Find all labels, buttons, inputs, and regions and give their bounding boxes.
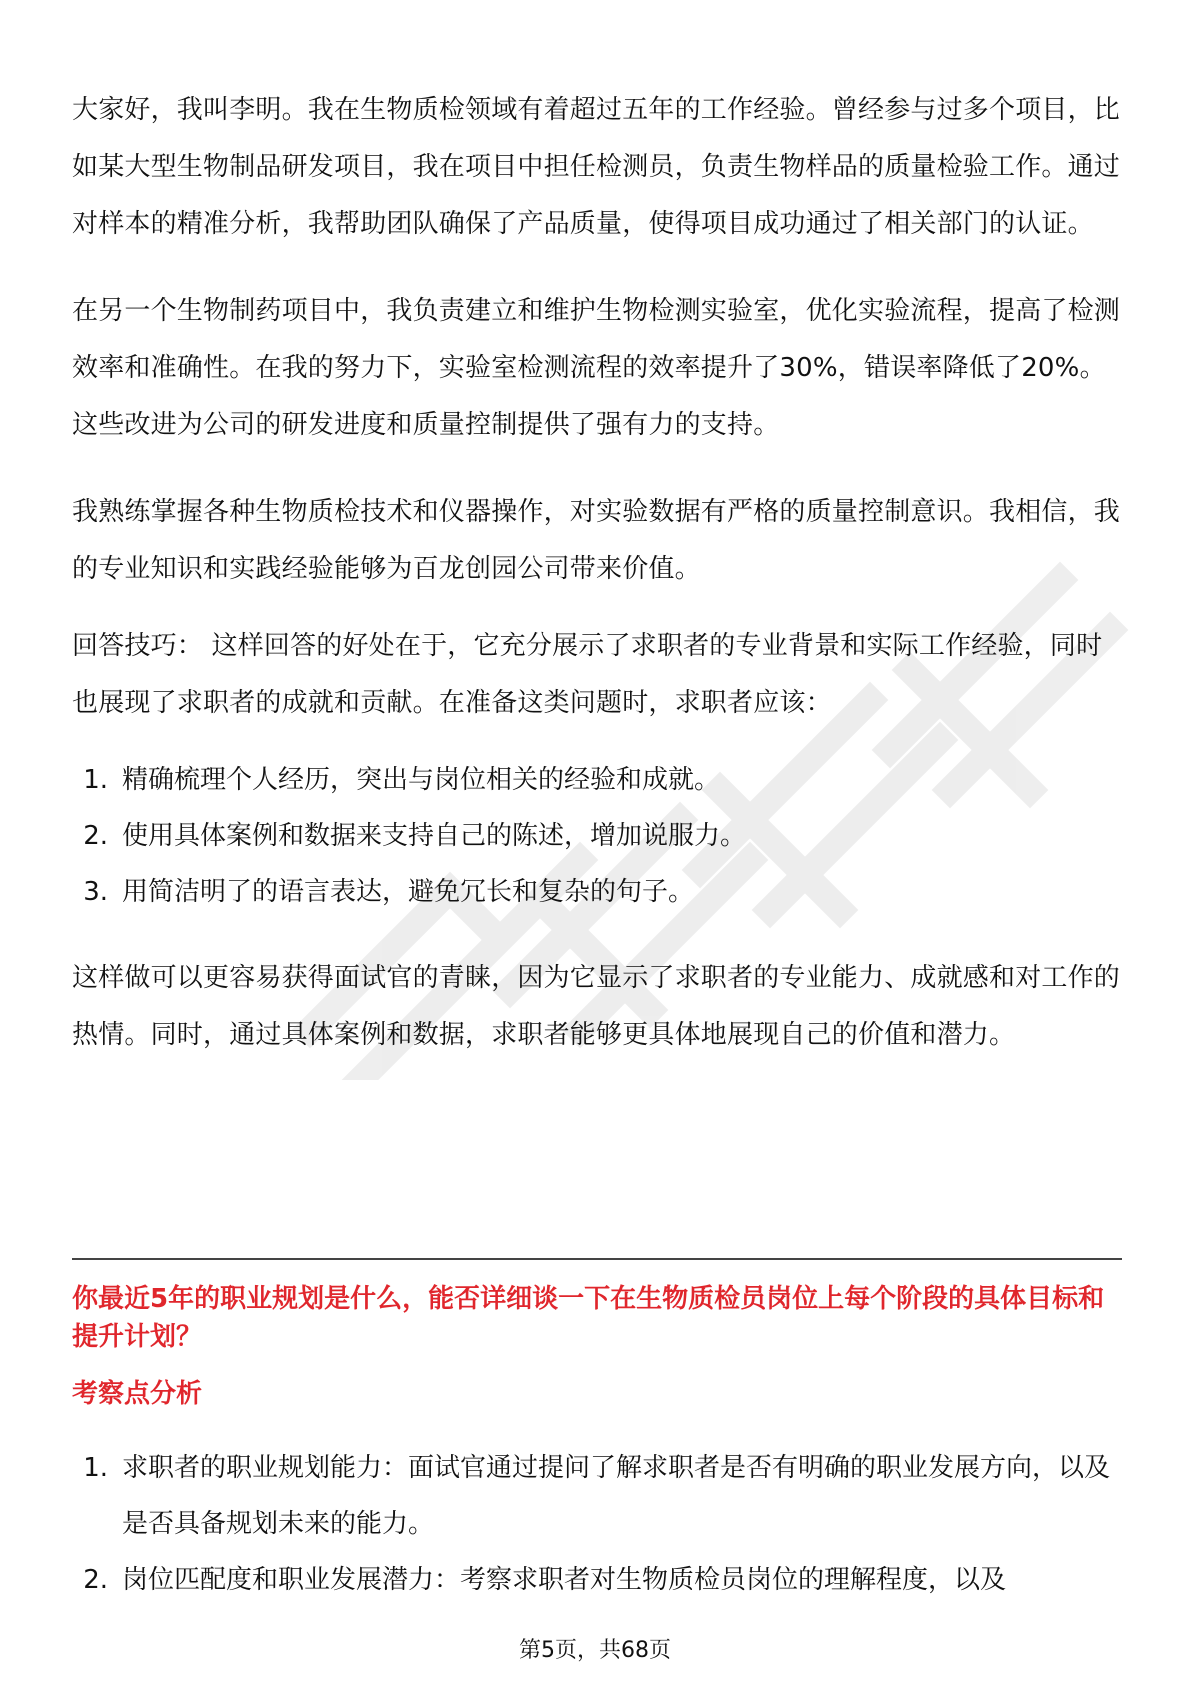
list-text: 岗位匹配度和职业发展潜力：考察求职者对生物质检员岗位的理解程度，以及: [122, 1565, 1007, 1595]
list-text: 求职者的职业规划能力：面试官通过提问了解求职者是否有明确的职业发展方向，以及是否具备规划未来的能力。: [122, 1453, 1111, 1539]
answer-tips-intro: 回答技巧： 这样回答的好处在于，它充分展示了求职者的专业背景和实际工作经验，同时也展现了求职者的成就和贡献。在准备这类问题时，求职者应该：: [72, 631, 1103, 718]
list-item: [72, 1552, 1120, 1608]
closing-paragraph: 这样做可以更容易获得面试官的青睐，因为它显示了求职者的专业能力、成就感和对工作的热情。同时，通过具体案例和数据，求职者能够更具体地展现自己的价值和潜力。: [72, 963, 1121, 1050]
list-item: [72, 808, 1120, 864]
list-number: 2.: [83, 821, 108, 851]
answer-paragraph-2: 在另一个生物制药项目中，我负责建立和维护生物检测实验室，优化实验流程，提高了检测效率和准确性。在我的努力下，实验室检测流程的效率提升了30%，错误率降低了20%。这些改进为公司的研发进度和质量控制提供了强有力的支持。: [72, 296, 1121, 440]
answer-paragraph-1: 大家好，我叫李明。我在生物质检领域有着超过五年的工作经验。曾经参与过多个项目，比如某大型生物制品研发项目，我在项目中担任检测员，负责生物样品的质量检验工作。通过对样本的精准分析，我帮助团队确保了产品质量，使得项目成功通过了相关部门的认证。: [72, 95, 1121, 239]
list-number: 1.: [83, 765, 108, 795]
analysis-list: [72, 1440, 1120, 1608]
list-item: [72, 864, 1120, 920]
page-number: 第5页，共68页: [519, 1638, 671, 1663]
list-text: 用简洁明了的语言表达，避免冗长和复杂的句子。: [122, 877, 695, 907]
question-heading: 你最近5年的职业规划是什么，能否详细谈一下在生物质检员岗位上每个阶段的具体目标和提升计划？: [72, 1284, 1105, 1352]
list-number: 2.: [83, 1565, 108, 1595]
list-text: 使用具体案例和数据来支持自己的陈述，增加说服力。: [122, 821, 747, 851]
answer-body: [72, 82, 1120, 1064]
tips-list: [72, 752, 1120, 920]
list-number: 1.: [83, 1453, 108, 1483]
list-number: 3.: [83, 877, 108, 907]
list-item: [72, 752, 1120, 808]
section-divider: [72, 1258, 1122, 1260]
list-text: 精确梳理个人经历，突出与岗位相关的经验和成就。: [122, 765, 721, 795]
list-item: [72, 1440, 1120, 1552]
analysis-heading: 考察点分析: [72, 1379, 203, 1409]
answer-paragraph-3: 我熟练掌握各种生物质检技术和仪器操作，对实验数据有严格的质量控制意识。我相信，我的专业知识和实践经验能够为百龙创园公司带来价值。: [72, 497, 1121, 584]
